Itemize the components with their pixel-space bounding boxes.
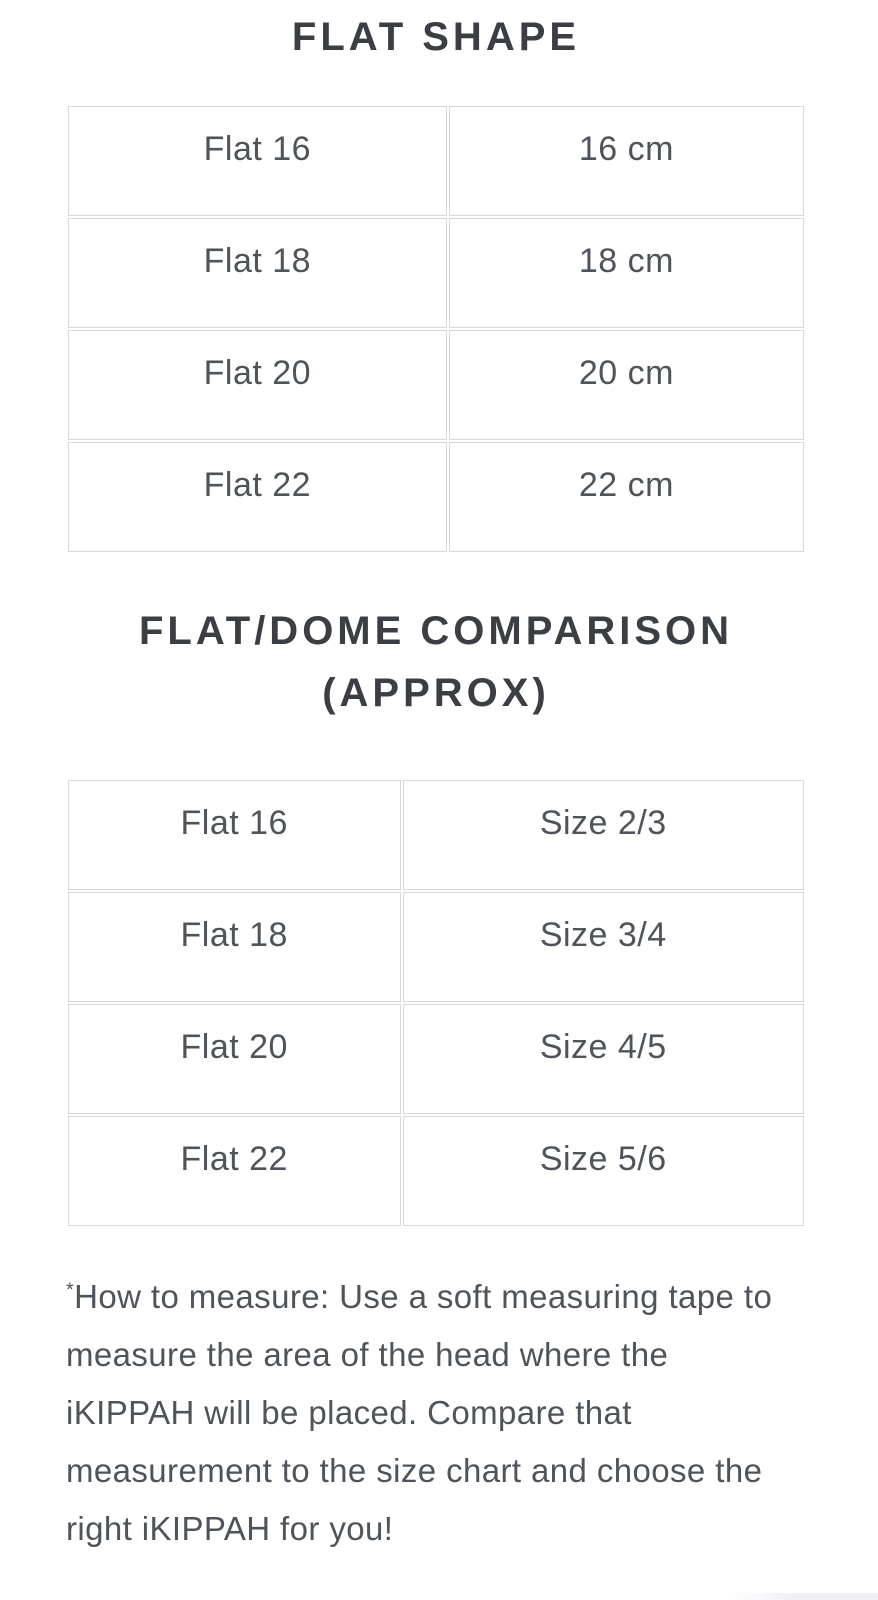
- comparison-table: [66, 778, 806, 1228]
- table-row: [68, 1116, 804, 1226]
- size-value-cell: 20 cm: [449, 330, 804, 440]
- table-row: [68, 218, 804, 328]
- size-label-cell: Flat 18: [68, 892, 401, 1002]
- size-label-cell: Flat 16: [68, 106, 447, 216]
- table-row: [68, 330, 804, 440]
- footnote-marker: *: [66, 1279, 75, 1301]
- size-label-cell: Flat 18: [68, 218, 447, 328]
- size-value-cell: 22 cm: [449, 442, 804, 552]
- size-value-cell: Size 2/3: [403, 780, 805, 890]
- measure-note-text: How to measure: Use a soft measuring tape to measure the area of the head where the iKIPPAH will be placed. Compare that measurement to the size chart and choose the right iKIPPAH for you!: [66, 1278, 773, 1547]
- size-label-cell: Flat 20: [68, 330, 447, 440]
- below-fold-element-edge: [728, 1593, 878, 1600]
- table-row: [68, 780, 804, 890]
- size-label-cell: Flat 22: [68, 442, 447, 552]
- size-chart-content: [66, 6, 806, 1558]
- table-row: [68, 106, 804, 216]
- table-row: [68, 1004, 804, 1114]
- size-label-cell: Flat 22: [68, 1116, 401, 1226]
- table-row: [68, 892, 804, 1002]
- measure-note: [66, 1268, 806, 1558]
- size-value-cell: 18 cm: [449, 218, 804, 328]
- size-label-cell: Flat 16: [68, 780, 401, 890]
- flat-shape-table: [66, 104, 806, 554]
- comparison-title: FLAT/DOME COMPARISON (APPROX): [138, 609, 734, 715]
- size-value-cell: Size 5/6: [403, 1116, 805, 1226]
- size-value-cell: Size 3/4: [403, 892, 805, 1002]
- size-chart-page: [0, 6, 878, 1600]
- table-row: [68, 442, 804, 552]
- size-value-cell: 16 cm: [449, 106, 804, 216]
- flat-shape-title: FLAT SHAPE: [291, 15, 581, 59]
- size-label-cell: Flat 20: [68, 1004, 401, 1114]
- size-value-cell: Size 4/5: [403, 1004, 805, 1114]
